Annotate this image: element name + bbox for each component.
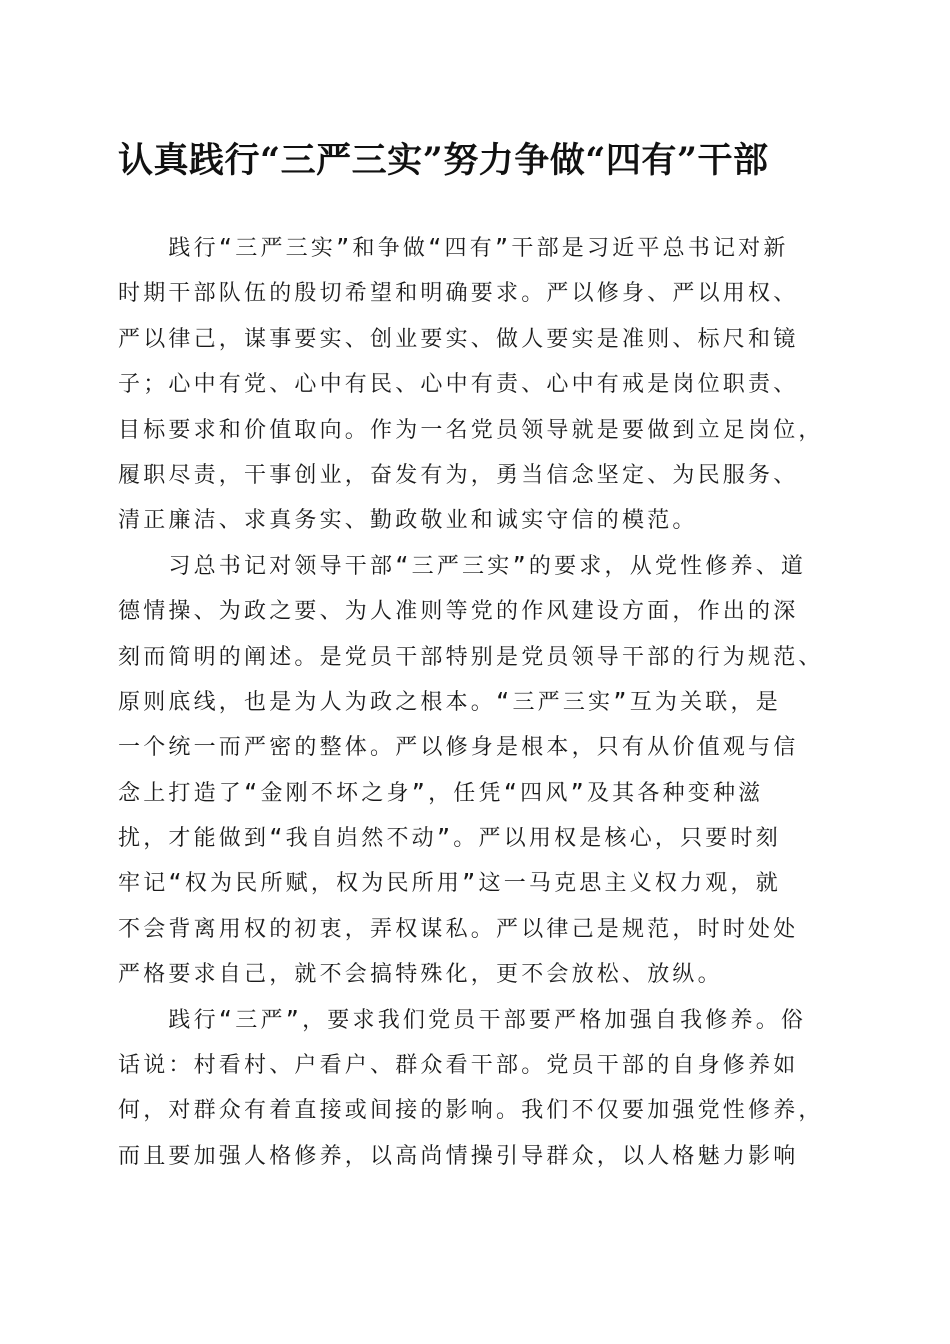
text-line: 不会背离用权的初衷，弄权谋私。严以律己是规范，时时处处 — [118, 916, 799, 942]
text-line: 原则底线，也是为人为政之根本。“三严三实”互为关联，是 — [118, 689, 781, 715]
text-line: 牢记“权为民所赋，权为民所用”这一马克思主义权力观，就 — [118, 871, 781, 897]
text-line: 话说：村看村、户看户、群众看干部。党员干部的自身修养如 — [118, 1053, 799, 1079]
document-title: 认真践行“三严三实”努力争做“四有”干部 — [118, 140, 769, 181]
text-line: 何，对群众有着直接或间接的影响。我们不仅要加强党性修养， — [118, 1098, 824, 1124]
text-line: 一个统一而严密的整体。严以修身是根本，只有从价值观与信 — [118, 735, 799, 761]
text-line: 德情操、为政之要、为人准则等党的作风建设方面，作出的深 — [118, 599, 799, 625]
text-line: 严格要求自己，就不会搞特殊化，更不会放松、放纵。 — [118, 962, 723, 988]
text-line: 时期干部队伍的殷切希望和明确要求。严以修身、严以用权、 — [118, 281, 799, 307]
text-line: 而且要加强人格修养，以高尚情操引导群众，以人格魅力影响 — [118, 1143, 799, 1169]
text-line: 刻而简明的阐述。是党员干部特别是党员领导干部的行为规范、 — [118, 644, 824, 670]
text-line: 践行“三严三实”和争做“四有”干部是习近平总书记对新 — [118, 236, 789, 261]
text-line: 清正廉洁、求真务实、勤政敬业和诚实守信的模范。 — [118, 508, 698, 534]
text-line: 子；心中有党、心中有民、心中有责、心中有戒是岗位职责、 — [118, 372, 799, 398]
text-line: 念上打造了“金刚不坏之身”，任凭“四风”及其各种变种滋 — [118, 780, 764, 806]
text-line: 严以律己，谋事要实、创业要实、做人要实是准则、标尺和镜 — [118, 326, 799, 352]
text-line: 习总书记对领导干部“三严三实”的要求，从党性修养、道 — [118, 553, 807, 579]
text-line: 目标要求和价值取向。作为一名党员领导就是要做到立足岗位， — [118, 417, 824, 443]
text-line: 践行“三严”，要求我们党员干部要严格加强自我修养。俗 — [118, 1007, 807, 1033]
document-body — [118, 226, 828, 1179]
text-line: 履职尽责，干事创业，奋发有为，勇当信念坚定、为民服务、 — [118, 462, 799, 488]
text-line: 扰，才能做到“我自岿然不动”。严以用权是核心，只要时刻 — [118, 826, 781, 852]
